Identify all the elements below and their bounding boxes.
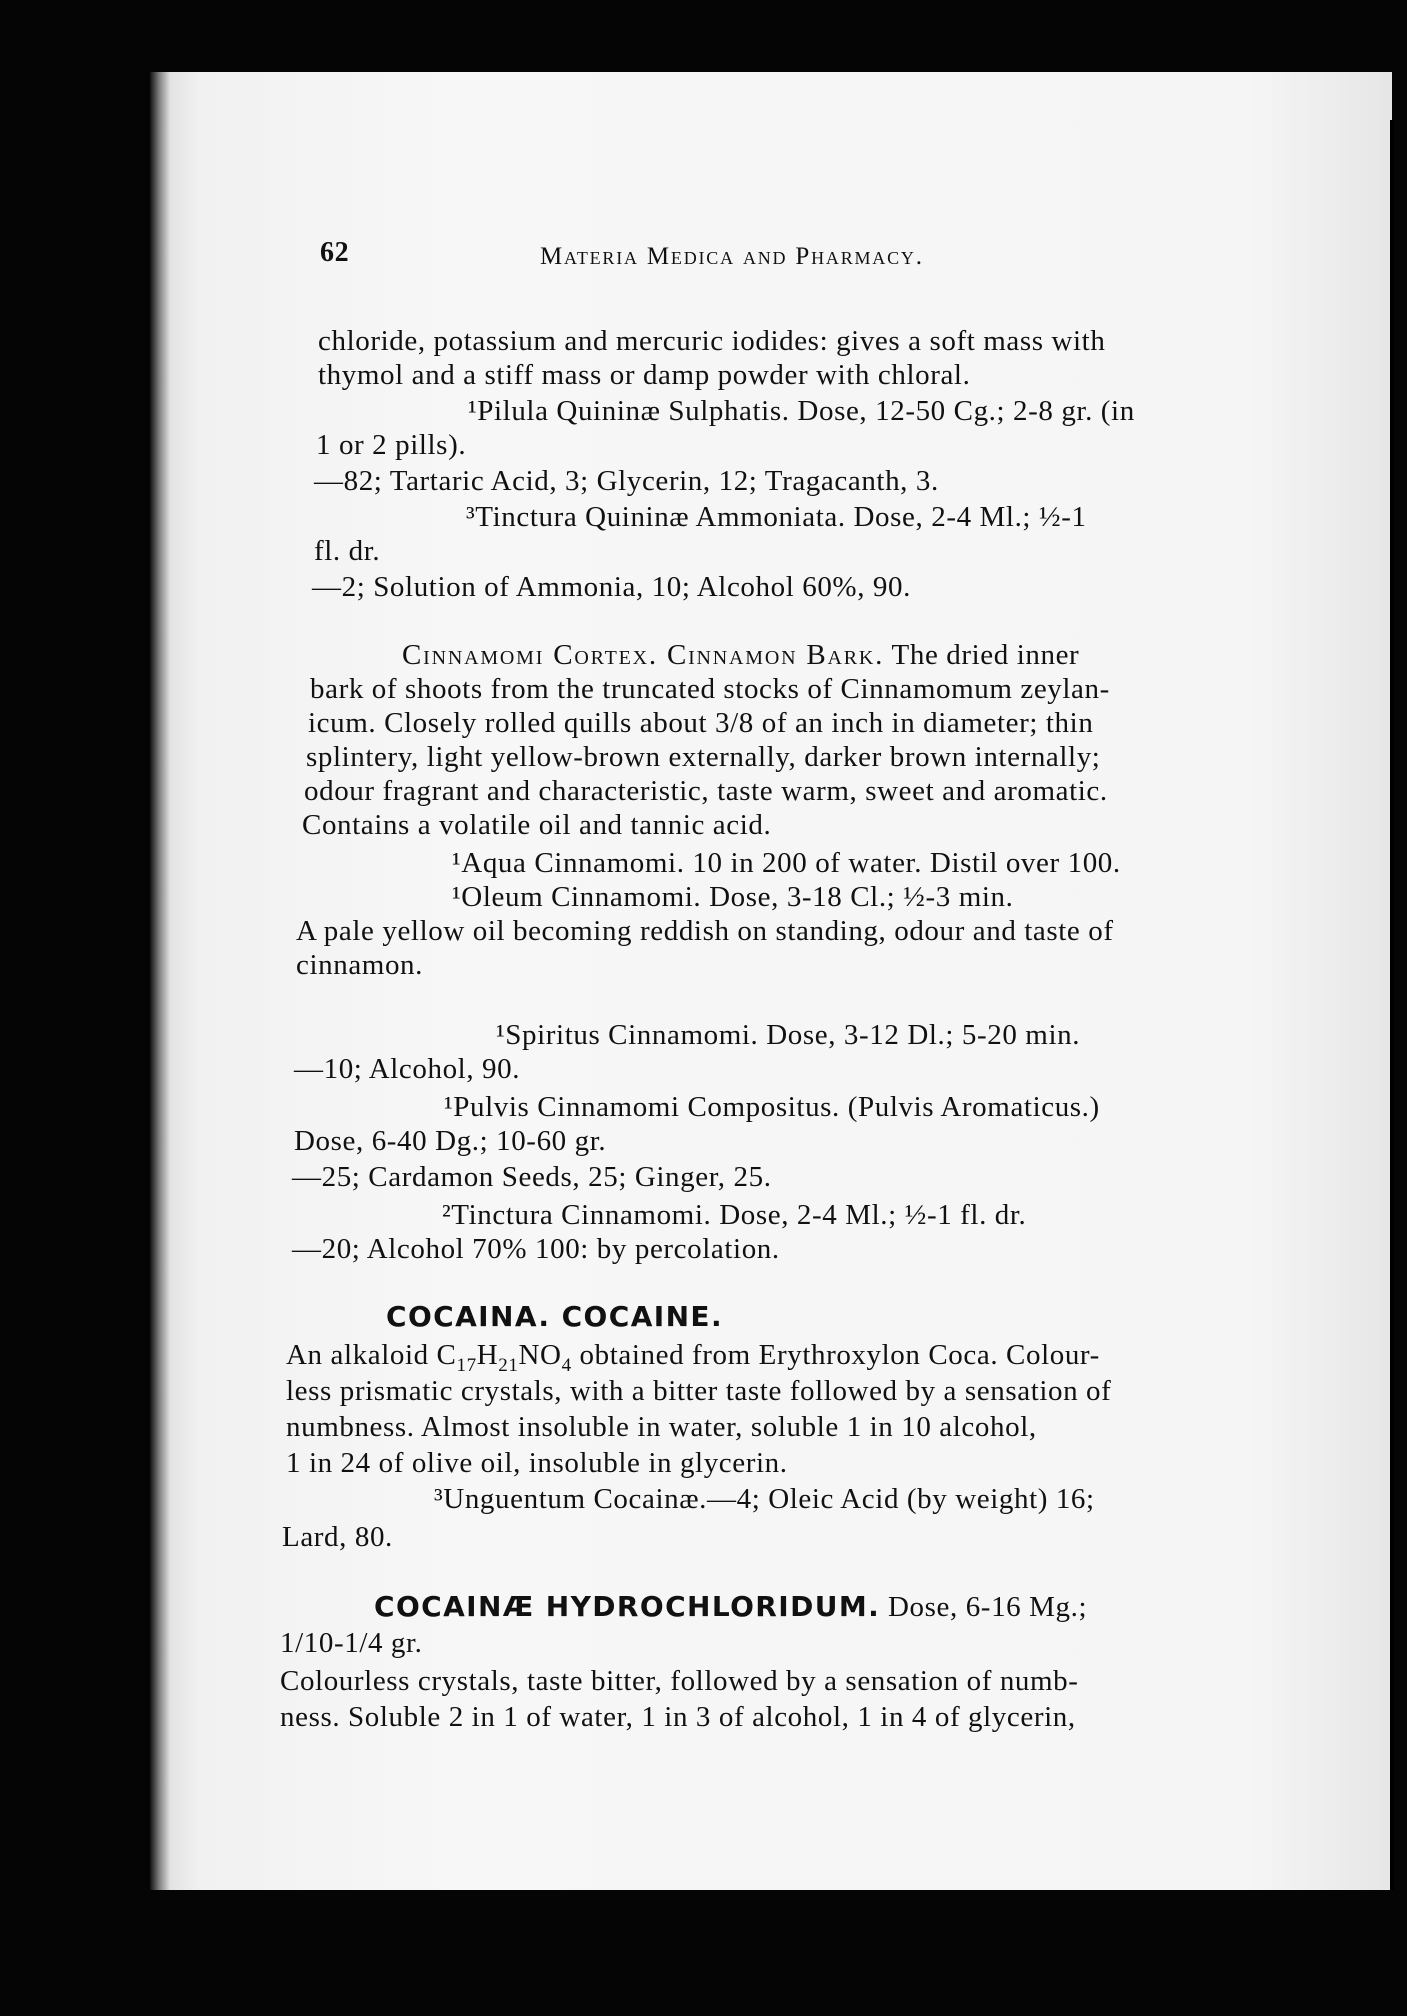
text-line: ¹Oleum Cinnamomi. Dose, 3-18 Cl.; ½-3 min. — [452, 881, 1014, 913]
text-line: fl. dr. — [314, 535, 381, 567]
text-line: —10; Alcohol, 90. — [294, 1053, 521, 1085]
text-line: A pale yellow oil becoming reddish on standing, odour and taste of — [296, 915, 1114, 947]
text-line: ³Tinctura Quininæ Ammoniata. Dose, 2-4 Ml.; ½-1 — [466, 501, 1087, 533]
text-fragment: The dried inner — [884, 639, 1080, 671]
text-line: 1 in 24 of olive oil, insoluble in glycerin. — [286, 1447, 788, 1479]
text-line: ¹Pulvis Cinnamomi Compositus. (Pulvis Aromaticus.) — [444, 1091, 1100, 1123]
text-line: Lard, 80. — [282, 1521, 393, 1553]
text-line: —20; Alcohol 70% 100: by percolation. — [292, 1233, 780, 1265]
text-fragment: An alkaloid C — [286, 1339, 457, 1371]
text-line: ²Tinctura Cinnamomi. Dose, 2-4 Ml.; ½-1 fl. dr. — [442, 1199, 1027, 1231]
text-line: thymol and a stiff mass or damp powder with chloral. — [318, 359, 971, 391]
text-line: —25; Cardamon Seeds, 25; Ginger, 25. — [292, 1161, 772, 1193]
text-line: Colourless crystals, taste bitter, followed by a sensation of numb- — [280, 1665, 1079, 1697]
subscript: 17 — [456, 1354, 477, 1376]
text-line: cinnamon. — [296, 949, 424, 981]
text-line: ¹Aqua Cinnamomi. 10 in 200 of water. Distil over 100. — [452, 847, 1121, 879]
book-page — [150, 72, 1392, 1890]
text-line: ¹Pilula Quininæ Sulphatis. Dose, 12-50 Cg.; 2-8 gr. (in — [468, 395, 1135, 427]
text-line: Dose, 6-40 Dg.; 10-60 gr. — [294, 1125, 607, 1157]
text-line: numbness. Almost insoluble in water, soluble 1 in 10 alcohol, — [286, 1411, 1037, 1443]
text-line: ness. Soluble 2 in 1 of water, 1 in 3 of alcohol, 1 in 4 of glycerin, — [280, 1701, 1076, 1733]
text-line: chloride, potassium and mercuric iodides: gives a soft mass with — [318, 325, 1106, 357]
text-line: —2; Solution of Ammonia, 10; Alcohol 60%, 90. — [312, 571, 911, 603]
cinnamon-entry-heading — [402, 638, 1079, 672]
text-line: 1 or 2 pills). — [316, 429, 467, 461]
text-line: —82; Tartaric Acid, 3; Glycerin, 12; Tragacanth, 3. — [314, 465, 939, 497]
hydrochloride-heading: COCAINÆ HYDROCHLORIDUM. — [374, 1590, 881, 1623]
text-line: ¹Spiritus Cinnamomi. Dose, 3-12 Dl.; 5-20 min. — [496, 1019, 1081, 1051]
text-line: splintery, light yellow-brown externally, darker brown internally; — [306, 741, 1101, 773]
hydrochloride-heading-line — [374, 1590, 1087, 1624]
page-binding-shadow — [150, 72, 170, 1890]
text-fragment: obtained from Erythroxylon Coca. Colour- — [571, 1339, 1100, 1371]
text-line: Contains a volatile oil and tannic acid. — [302, 809, 772, 841]
text-line: bark of shoots from the truncated stocks of Cinnamomum zeylan- — [310, 673, 1110, 705]
text-fragment: Dose, 6-16 Mg.; — [880, 1591, 1088, 1623]
subscript: 21 — [498, 1354, 519, 1376]
page-number: 62 — [320, 237, 350, 268]
text-fragment: H — [476, 1339, 499, 1371]
text-line: odour fragrant and characteristic, taste warm, sweet and aromatic. — [304, 775, 1108, 807]
subscript: 4 — [561, 1354, 572, 1376]
running-title: Materia Medica and Pharmacy. — [540, 243, 924, 270]
text-fragment: NO — [518, 1339, 562, 1371]
page-edge-rule — [1390, 120, 1394, 1890]
text-line: 1/10-1/4 gr. — [280, 1627, 423, 1659]
text-line: ³Unguentum Cocainæ.—4; Oleic Acid (by weight) 16; — [434, 1483, 1095, 1515]
text-line: less prismatic crystals, with a bitter taste followed by a sensation of — [286, 1375, 1112, 1407]
text-line: icum. Closely rolled quills about 3/8 of an inch in diameter; thin — [308, 707, 1094, 739]
cinnamon-title: Cinnamomi Cortex. Cinnamon Bark. — [402, 639, 885, 671]
cocaina-heading: COCAINA. COCAINE. — [386, 1300, 723, 1333]
